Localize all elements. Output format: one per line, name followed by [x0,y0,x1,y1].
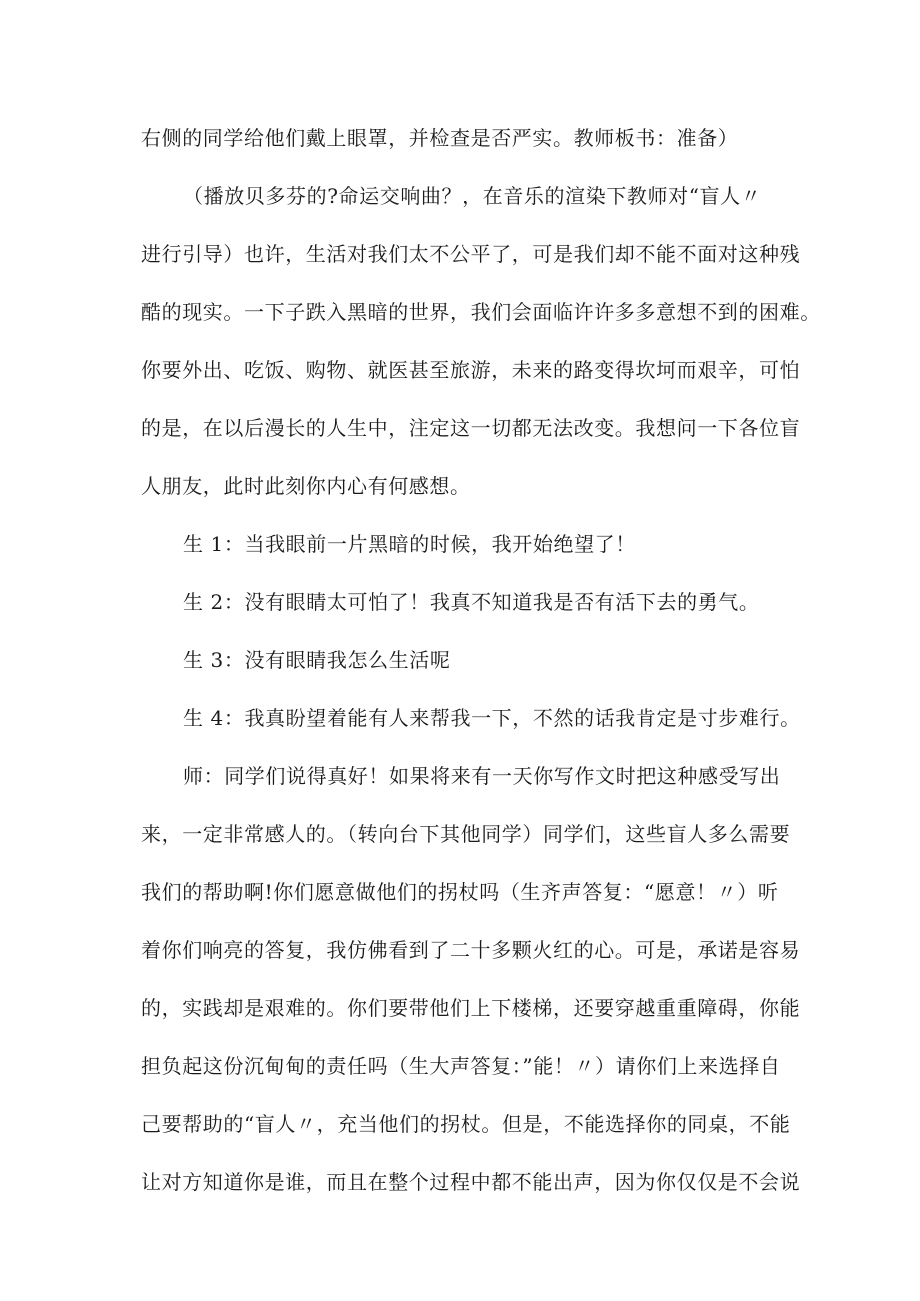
text-line: 己要帮助的“盲人〃，充当他们的拐杖。但是，不能选择你的同桌，不能 [141,1112,791,1136]
text-line: 生 4：我真盼望着能有人来帮我一下，不然的话我肯定是寸步难行。 [183,706,801,730]
text-line: 生 3：没有眼睛我怎么生活呢 [183,648,451,672]
text-line: 师：同学们说得真好！如果将来有一天你写作文时把这种感受写出 [183,764,781,788]
text-line: 右侧的同学给他们戴上眼罩，并检查是否严实。教师板书：准备） [141,126,739,150]
text-line: 来，一定非常感人的。（转向台下其他同学）同学们，这些盲人多么需要 [141,822,791,846]
text-line: 进行引导）也许，生活对我们太不公平了，可是我们却不能不面对这种残 [141,242,801,266]
text-line: 让对方知道你是谁，而且在整个过程中都不能出声，因为你仅仅是不会说 [141,1170,801,1194]
text-line: 生 2：没有眼睛太可怕了！我真不知道我是否有活下去的勇气。 [183,590,760,614]
text-line: 着你们响亮的答复，我仿佛看到了二十多颗火红的心。可是，承诺是容易 [141,938,801,962]
text-line: 人朋友，此时此刻你内心有何感想。 [141,474,471,498]
text-line: 担负起这份沉甸甸的责任吗（生大声答复：”能！〃）请你们上来选择自 [141,1054,781,1078]
text-line: 酷的现实。一下子跌入黑暗的世界，我们会面临许许多多意想不到的困难。 [141,300,821,324]
text-line: 的，实践却是艰难的。你们要带他们上下楼梯，还要穿越重重障碍，你能 [141,996,801,1020]
text-line: 的是，在以后漫长的人生中，注定这一切都无法改变。我想问一下各位盲 [141,416,801,440]
text-line: （播放贝多芬的?命运交响曲？，在音乐的渲染下教师对“盲人〃 [183,184,762,208]
text-line: 你要外出、吃饭、购物、就医甚至旅游，未来的路变得坎坷而艰辛，可怕 [141,358,801,382]
text-line: 我们的帮助啊!你们愿意做他们的拐杖吗（生齐声答复：“愿意！〃）听 [141,880,779,904]
text-line: 生 1：当我眼前一片黑暗的时候，我开始绝望了！ [183,532,636,556]
